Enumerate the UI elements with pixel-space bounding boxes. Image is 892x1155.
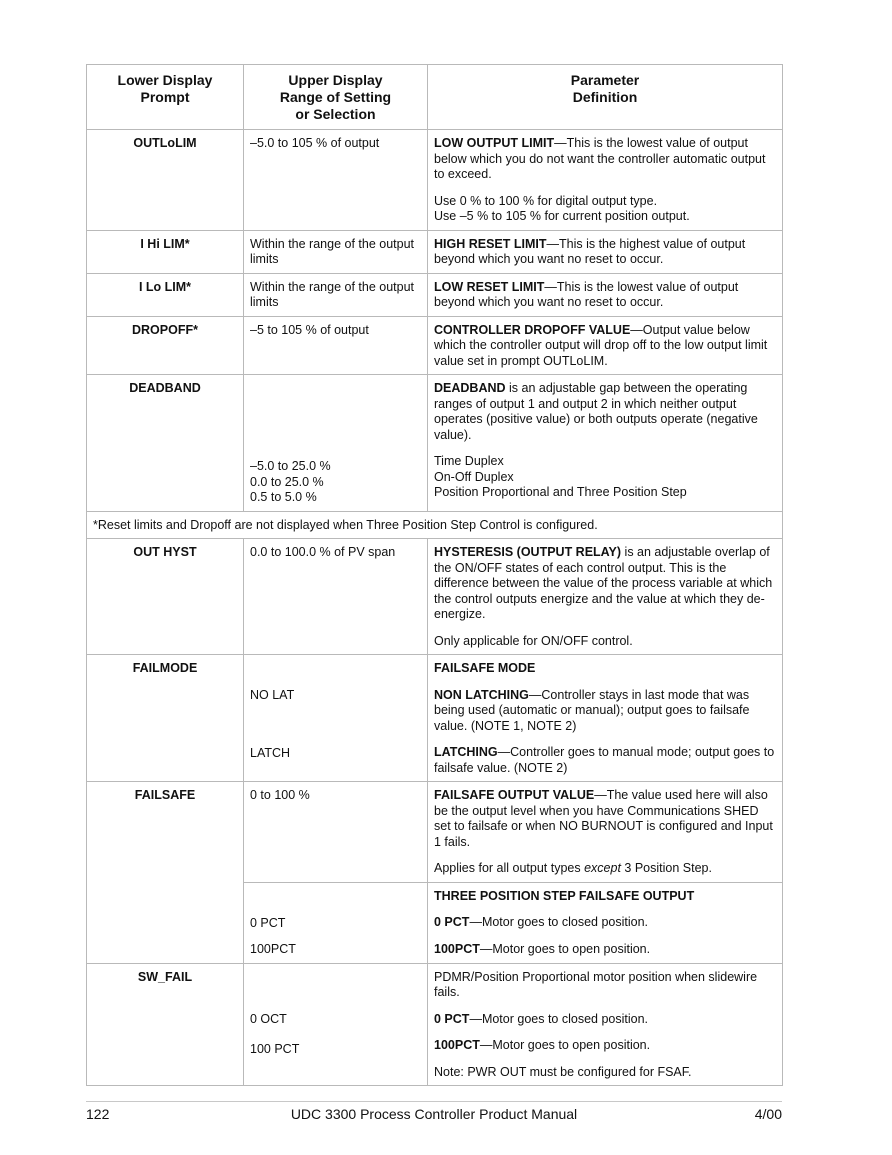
- reset-limits-note: *Reset limits and Dropoff are not displayed when Three Position Step Control is configured.: [87, 511, 783, 539]
- range-line: –5.0 to 25.0 %: [250, 459, 331, 473]
- term: CONTROLLER DROPOFF VALUE: [434, 322, 631, 337]
- prompt-out-hyst: OUT HYST: [87, 539, 244, 655]
- definition-i-hi-lim: [428, 230, 783, 273]
- definition-failsafe: [428, 782, 783, 883]
- table-row: [87, 230, 783, 273]
- range-deadband: [244, 375, 428, 512]
- text: Applies for all output types: [434, 861, 585, 875]
- page-number: 122: [86, 1106, 110, 1122]
- table-row: [87, 539, 783, 655]
- revision-date: 4/00: [754, 1106, 782, 1122]
- page-footer: [86, 1101, 782, 1122]
- text: —Controller stays in last mode that was being used (automatic or manual); output goes to failsafe value. (NOTE 1, NOTE 2): [434, 687, 750, 733]
- definition-outlolim: [428, 130, 783, 231]
- definition-line: Use 0 % to 100 % for digital output type.: [434, 193, 658, 208]
- prompt-i-hi-lim: I Hi LIM*: [87, 230, 244, 273]
- option-line: On-Off Duplex: [434, 469, 514, 484]
- text: 3 Position Step.: [620, 861, 712, 875]
- definition-failmode: [428, 655, 783, 782]
- table-row: [87, 375, 783, 512]
- range-i-hi-lim: Within the range of the output limits: [244, 230, 428, 273]
- definition-out-hyst: [428, 539, 783, 655]
- term: DEADBAND: [434, 381, 506, 395]
- range-outlolim: –5.0 to 105 % of output: [244, 130, 428, 231]
- definition-dropoff: [428, 316, 783, 375]
- table-row: [87, 316, 783, 375]
- prompt-failmode: FAILMODE: [87, 655, 244, 782]
- term: HYSTERESIS (OUTPUT RELAY): [434, 545, 622, 559]
- prompt-i-lo-lim: I Lo LIM*: [87, 273, 244, 316]
- definition-line: Use –5 % to 105 % for current position output.: [434, 209, 690, 223]
- range-out-hyst: 0.0 to 100.0 % of PV span: [244, 539, 428, 655]
- text: —The value used here will also be the output level when you have Communications SHED set to failsafe or when NO BURNOUT is configured and Input 1 fails.: [434, 788, 773, 849]
- parameter-table: [86, 64, 783, 1086]
- definition-line: Only applicable for ON/OFF control.: [434, 633, 633, 648]
- term: 0 PCT: [434, 915, 470, 929]
- prompt-failsafe: FAILSAFE: [87, 782, 244, 964]
- range-failsafe: 0 to 100 %: [244, 782, 428, 883]
- manual-title: UDC 3300 Process Controller Product Manual: [290, 1106, 578, 1122]
- definition-deadband: [428, 375, 783, 512]
- text: —This is the highest value of output beyond which you want no reset to occur.: [434, 236, 746, 266]
- range-line: 0.0 to 25.0 %: [250, 474, 324, 489]
- prompt-sw-fail: SW_FAIL: [87, 963, 244, 1086]
- table-row: [87, 130, 783, 231]
- term: 0 PCT: [434, 1011, 470, 1026]
- definition-intro: PDMR/Position Proportional motor position when slidewire fails.: [434, 969, 758, 999]
- term: HIGH RESET LIMIT: [434, 236, 547, 251]
- range-line: 0 PCT: [250, 915, 286, 930]
- text: —Motor goes to open position.: [479, 941, 651, 956]
- range-line: 0 OCT: [250, 1011, 287, 1026]
- table-row: [87, 782, 783, 883]
- range-failsafe-3pos: [244, 882, 428, 963]
- text: is an adjustable gap between the operating ranges of output 1 and output 2 in which neither output operates (positive value) or both outputs operate (negative value).: [434, 381, 758, 442]
- text: —This is the lowest value of output below which you do not want the controller automatic output to exceed.: [434, 136, 766, 181]
- range-i-lo-lim: Within the range of the output limits: [244, 273, 428, 316]
- term: NON LATCHING: [434, 687, 529, 702]
- term: 100PCT: [434, 1038, 480, 1052]
- table-row: [87, 655, 783, 782]
- table-header-row: [87, 65, 783, 130]
- header-parameter-definition: Parameter Definition: [428, 65, 783, 130]
- range-line: 100PCT: [250, 942, 296, 956]
- table-note-row: [87, 511, 783, 539]
- definition-i-lo-lim: [428, 273, 783, 316]
- prompt-outlolim: OUTLoLIM: [87, 130, 244, 231]
- text: —Output value below which the controller output will drop off to the low output limit value set in prompt OUTLoLIM.: [434, 322, 768, 368]
- definition-heading: THREE POSITION STEP FAILSAFE OUTPUT: [434, 888, 695, 903]
- definition-note: Note: PWR OUT must be configured for FSAF.: [434, 1064, 692, 1079]
- text: —Motor goes to closed position.: [469, 1011, 649, 1026]
- term: FAILSAFE OUTPUT VALUE: [434, 788, 595, 802]
- header-upper-display-range: Upper Display Range of Setting or Selection: [244, 65, 428, 130]
- term: LOW RESET LIMIT: [434, 279, 545, 294]
- definition-heading: FAILSAFE MODE: [434, 661, 536, 675]
- text: —This is the lowest value of output beyond which you want no reset to occur.: [434, 279, 739, 309]
- definition-sw-fail: [428, 963, 783, 1086]
- range-line: NO LAT: [250, 688, 295, 702]
- text: —Motor goes to open position.: [479, 1038, 651, 1052]
- table-row: [87, 963, 783, 1086]
- text: —Controller goes to manual mode; output goes to failsafe value. (NOTE 2): [434, 745, 775, 775]
- range-line: LATCH: [250, 745, 291, 760]
- option-line: Time Duplex: [434, 454, 504, 468]
- text: is an adjustable overlap of the ON/OFF states of each control output. This is the difference between the value of the process variable at which the control outputs energize and the value at which they de-energize.: [434, 545, 773, 621]
- table-row: [87, 273, 783, 316]
- prompt-dropoff: DROPOFF*: [87, 316, 244, 375]
- term: LOW OUTPUT LIMIT: [434, 136, 555, 150]
- emphasis: except: [584, 861, 621, 875]
- header-lower-display-prompt: Lower Display Prompt: [87, 65, 244, 130]
- range-line: 0.5 to 5.0 %: [250, 490, 317, 504]
- range-line: 100 PCT: [250, 1042, 300, 1056]
- definition-failsafe-3pos: [428, 882, 783, 963]
- range-failmode: [244, 655, 428, 782]
- range-sw-fail: [244, 963, 428, 1086]
- term: LATCHING: [434, 745, 498, 759]
- term: 100PCT: [434, 941, 480, 956]
- range-dropoff: –5 to 105 % of output: [244, 316, 428, 375]
- option-line: Position Proportional and Three Position Step: [434, 485, 687, 499]
- text: —Motor goes to closed position.: [469, 915, 649, 929]
- prompt-deadband: DEADBAND: [87, 375, 244, 512]
